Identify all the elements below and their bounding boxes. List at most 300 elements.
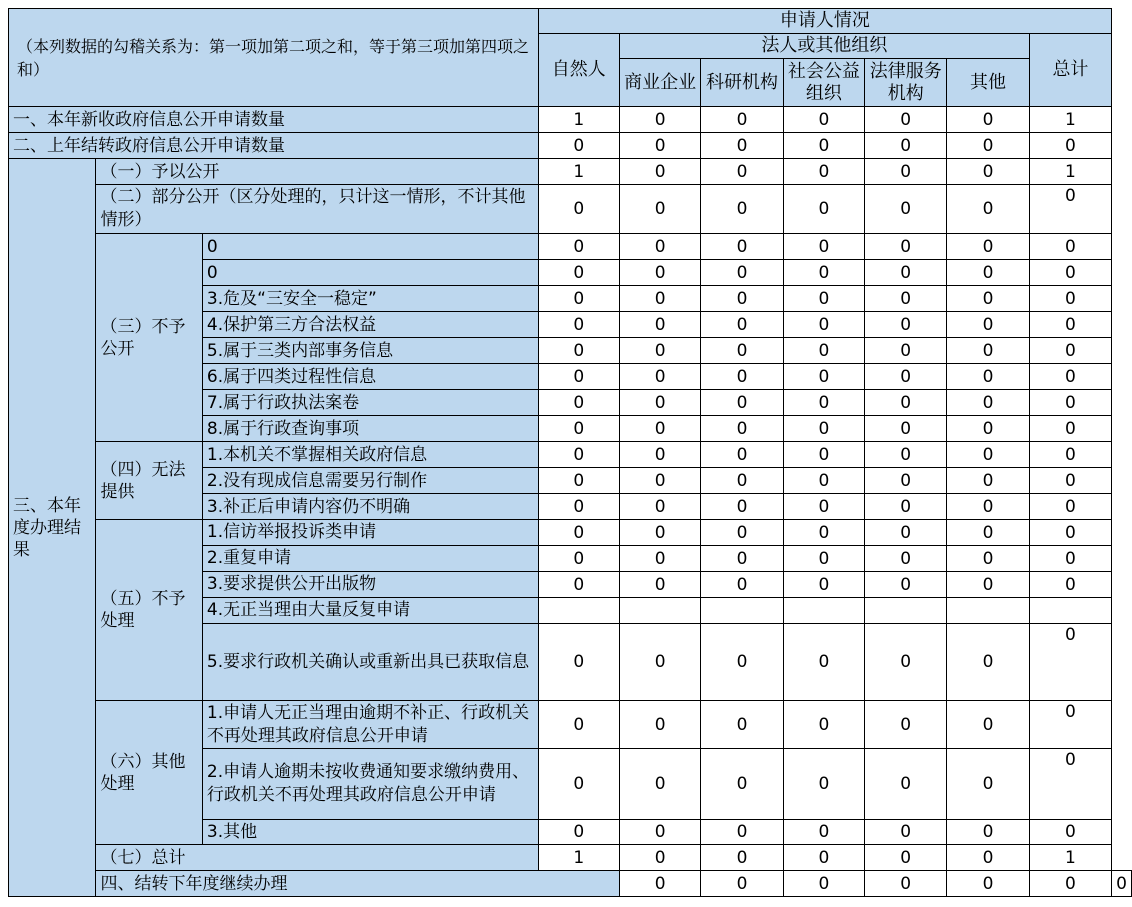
value-text: 0: [573, 262, 585, 283]
value-text: 0: [654, 847, 666, 868]
value-cell: [947, 845, 1029, 871]
value-cell: [865, 820, 947, 845]
value-cell: [619, 234, 700, 260]
value-text: 0: [982, 873, 994, 894]
value-cell: [947, 749, 1029, 820]
value-text: 0: [818, 496, 830, 517]
value-text: 0: [1065, 548, 1076, 569]
group-other: （六）其他处理: [96, 701, 202, 845]
value-cell: [865, 749, 947, 820]
value-text: 0: [1065, 522, 1076, 543]
value-cell: [947, 260, 1029, 286]
value-text: 0: [573, 774, 585, 794]
value-text: 0: [900, 873, 912, 894]
value-cell: [783, 701, 864, 749]
value-text: 0: [982, 574, 994, 595]
value-cell: [1029, 749, 1111, 820]
value-text: 0: [982, 161, 994, 182]
value-text: 0: [818, 522, 830, 543]
value-cell: [947, 234, 1029, 260]
value-text: 0: [654, 496, 666, 517]
reason-item: 0: [202, 234, 538, 260]
value-cell: [538, 820, 619, 845]
value-text: 0: [736, 418, 748, 439]
value-cell: [701, 312, 783, 338]
value-cell: [1029, 286, 1111, 312]
value-text: 0: [736, 199, 748, 219]
value-cell: [783, 494, 864, 520]
value-text: 0: [982, 548, 994, 569]
reason-item: 3.补正后申请内容仍不明确: [202, 494, 538, 520]
value-text: 0: [1065, 574, 1076, 595]
value-cell: [619, 520, 700, 546]
value-text: 0: [736, 496, 748, 517]
value-cell: [701, 546, 783, 572]
value-cell: [947, 820, 1029, 845]
value-text: 0: [736, 444, 748, 465]
value-text: 0: [1065, 288, 1076, 309]
value-cell: [538, 598, 619, 624]
value-text: 0: [982, 199, 994, 219]
group-not-disclosed: （三）不予公开: [96, 234, 202, 442]
value-text: 0: [654, 366, 666, 387]
value-cell: [947, 185, 1029, 234]
value-cell: [701, 598, 783, 624]
value-cell: [783, 442, 864, 468]
value-cell: [865, 494, 947, 520]
value-cell: [1029, 185, 1111, 234]
value-text: 0: [654, 774, 666, 794]
value-text: 0: [982, 496, 994, 517]
value-text: 0: [654, 418, 666, 439]
value-text: 0: [573, 418, 585, 439]
value-text: 0: [1065, 392, 1076, 413]
value-text: 0: [736, 109, 748, 130]
value-cell: [619, 260, 700, 286]
value-text: 0: [654, 392, 666, 413]
value-text: 0: [654, 135, 666, 156]
value-text: 0: [982, 314, 994, 335]
value-cell: [619, 494, 700, 520]
value-text: 0: [654, 652, 666, 672]
value-text: 0: [1065, 822, 1076, 842]
value-cell: [865, 107, 947, 133]
value-cell: [947, 546, 1029, 572]
value-cell: [538, 107, 619, 133]
reason-item: 1.申请人无正当理由逾期不补正、行政机关不再处理其政府信息公开申请: [202, 701, 538, 749]
value-cell: [619, 185, 700, 234]
value-cell: [947, 159, 1029, 185]
value-cell: [865, 234, 947, 260]
reason-item: 2.申请人逾期未按收费通知要求缴纳费用、行政机关不再处理其政府信息公开申请: [202, 749, 538, 820]
value-cell: [619, 546, 700, 572]
value-text: 0: [818, 652, 830, 672]
value-text: 0: [736, 314, 748, 335]
value-cell: [947, 520, 1029, 546]
value-cell: [619, 701, 700, 749]
value-text: 0: [654, 873, 666, 894]
group-partial: （二）部分公开（区分处理的，只计这一情形，不计其他情形）: [96, 185, 538, 234]
value-text: 0: [900, 774, 912, 794]
value-cell: [865, 364, 947, 390]
value-cell: [783, 624, 864, 701]
value-text: 0: [818, 288, 830, 309]
value-text: 0: [654, 714, 666, 735]
value-text: 0: [654, 236, 666, 257]
value-cell: [783, 338, 864, 364]
value-cell: [947, 133, 1029, 159]
value-cell: [701, 820, 783, 845]
value-cell: [865, 338, 947, 364]
value-text: 0: [654, 262, 666, 283]
value-text: 0: [573, 288, 585, 309]
value-text: 0: [1065, 444, 1076, 465]
value-text: 0: [982, 774, 994, 794]
value-cell: [783, 133, 864, 159]
value-cell: [538, 624, 619, 701]
value-text: 0: [1065, 135, 1076, 156]
value-text: 0: [818, 847, 830, 868]
section-results: 三、本年度办理结果: [9, 159, 96, 897]
value-cell: [1029, 390, 1111, 416]
value-text: 0: [1065, 262, 1076, 283]
value-text: 0: [818, 470, 830, 491]
value-cell: [865, 416, 947, 442]
value-cell: [783, 416, 864, 442]
value-cell: [619, 286, 700, 312]
value-text: 0: [573, 470, 585, 491]
value-cell: [947, 468, 1029, 494]
value-text: 0: [736, 714, 748, 735]
value-text: 0: [573, 444, 585, 465]
value-cell: [538, 185, 619, 234]
value-text: 0: [1116, 873, 1127, 894]
value-cell: [701, 364, 783, 390]
value-text: 0: [982, 288, 994, 309]
table-body: [9, 9, 1132, 897]
value-text: 0: [900, 822, 912, 842]
value-text: 0: [982, 847, 994, 868]
value-text: 0: [818, 109, 830, 130]
value-text: 0: [654, 548, 666, 569]
value-text: 0: [573, 392, 585, 413]
value-cell: [538, 494, 619, 520]
value-text: 0: [900, 109, 912, 130]
value-cell: [701, 442, 783, 468]
reason-item: 5.属于三类内部事务信息: [202, 338, 538, 364]
value-cell: [701, 234, 783, 260]
value-cell: [701, 494, 783, 520]
value-text: 0: [900, 470, 912, 491]
value-text: 0: [654, 109, 666, 130]
value-cell: [865, 468, 947, 494]
value-text: 0: [900, 418, 912, 439]
value-text: 0: [573, 822, 585, 842]
value-text: 0: [818, 340, 830, 361]
table-note: （本列数据的勾稽关系为：第一项加第二项之和，等于第三项加第四项之和）: [9, 9, 539, 107]
value-cell: [538, 701, 619, 749]
value-text: 0: [900, 714, 912, 735]
section-carried-over: 二、上年结转政府信息公开申请数量: [9, 133, 539, 159]
value-cell: [865, 546, 947, 572]
value-text: 0: [818, 574, 830, 595]
value-cell: [538, 546, 619, 572]
value-cell: [865, 312, 947, 338]
value-text: 0: [982, 262, 994, 283]
value-text: 0: [736, 774, 748, 794]
group-not-processed: （五）不予处理: [96, 520, 202, 701]
value-cell: [538, 749, 619, 820]
value-cell: [538, 260, 619, 286]
value-text: 0: [818, 262, 830, 283]
value-text: 0: [573, 199, 585, 219]
value-text: 0: [1065, 366, 1076, 387]
value-text: 0: [982, 652, 994, 672]
value-cell: [701, 624, 783, 701]
value-cell: [783, 749, 864, 820]
value-text: 0: [736, 822, 748, 842]
value-cell: [1029, 546, 1111, 572]
value-text: 0: [900, 444, 912, 465]
value-cell: [701, 749, 783, 820]
value-cell: [947, 107, 1029, 133]
value-cell: [947, 390, 1029, 416]
value-cell: [783, 390, 864, 416]
value-cell: [538, 390, 619, 416]
value-cell: [1112, 871, 1132, 897]
value-text: 0: [818, 314, 830, 335]
subcol-header: 法律服务机构: [865, 59, 947, 107]
value-cell: [783, 871, 864, 897]
value-cell: [619, 107, 700, 133]
legal-entity-header: 法人或其他组织: [619, 34, 1029, 59]
value-text: 0: [1065, 873, 1076, 894]
applicant-header: 申请人情况: [538, 9, 1112, 34]
value-cell: [947, 494, 1029, 520]
value-cell: [701, 701, 783, 749]
value-text: 0: [982, 822, 994, 842]
value-cell: [701, 133, 783, 159]
value-text: 0: [818, 366, 830, 387]
value-text: 0: [736, 652, 748, 672]
value-text: 0: [818, 392, 830, 413]
value-cell: [783, 107, 864, 133]
value-text: 1: [573, 847, 585, 868]
value-text: 0: [573, 652, 585, 672]
value-cell: [1029, 159, 1111, 185]
value-cell: [865, 286, 947, 312]
value-cell: [619, 159, 700, 185]
value-text: 0: [982, 522, 994, 543]
value-text: 0: [736, 262, 748, 283]
value-text: 0: [736, 366, 748, 387]
value-cell: [619, 598, 700, 624]
value-text: 0: [736, 236, 748, 257]
natural-person-header: 自然人: [538, 34, 619, 107]
value-text: 0: [900, 314, 912, 335]
value-text: 0: [818, 236, 830, 257]
reason-item: 1.本机关不掌握相关政府信息: [202, 442, 538, 468]
section-next-year: 四、结转下年度继续办理: [96, 871, 620, 897]
value-cell: [1029, 820, 1111, 845]
value-cell: [1029, 494, 1111, 520]
reason-item: 5.要求行政机关确认或重新出具已获取信息: [202, 624, 538, 701]
value-text: 0: [900, 288, 912, 309]
value-cell: [538, 286, 619, 312]
value-cell: [619, 133, 700, 159]
value-text: 0: [900, 847, 912, 868]
value-cell: [947, 572, 1029, 598]
value-cell: [1029, 416, 1111, 442]
value-cell: [1029, 312, 1111, 338]
value-text: 0: [1065, 418, 1076, 439]
value-cell: [783, 820, 864, 845]
value-text: 0: [573, 135, 585, 156]
value-text: 0: [573, 522, 585, 543]
value-cell: [783, 572, 864, 598]
value-cell: [538, 442, 619, 468]
value-text: 0: [818, 873, 830, 894]
value-cell: [701, 572, 783, 598]
value-text: 0: [654, 199, 666, 219]
value-cell: [865, 442, 947, 468]
value-text: 0: [573, 714, 585, 735]
value-cell: [947, 312, 1029, 338]
value-text: 0: [982, 366, 994, 387]
reason-item: 4.无正当理由大量反复申请: [202, 598, 538, 624]
value-cell: [947, 442, 1029, 468]
value-cell: [619, 338, 700, 364]
value-text: 0: [1065, 470, 1076, 491]
value-cell: [947, 871, 1029, 897]
value-text: 0: [654, 444, 666, 465]
value-cell: [538, 572, 619, 598]
value-cell: [619, 312, 700, 338]
value-text: 0: [736, 470, 748, 491]
value-text: 0: [736, 392, 748, 413]
disclosure-statistics-table: [8, 8, 1132, 897]
value-cell: [619, 416, 700, 442]
value-cell: [783, 364, 864, 390]
value-cell: [701, 468, 783, 494]
value-text: 0: [736, 548, 748, 569]
reason-item: 2.重复申请: [202, 546, 538, 572]
value-cell: [865, 598, 947, 624]
value-cell: [701, 416, 783, 442]
value-text: 0: [900, 366, 912, 387]
reason-item: 6.属于四类过程性信息: [202, 364, 538, 390]
value-text: 0: [573, 548, 585, 569]
value-cell: [701, 845, 783, 871]
value-cell: [865, 871, 947, 897]
value-cell: [783, 468, 864, 494]
value-cell: [865, 701, 947, 749]
value-cell: [783, 845, 864, 871]
value-cell: [538, 159, 619, 185]
value-cell: [1029, 133, 1111, 159]
value-text: 0: [654, 822, 666, 842]
value-cell: [865, 260, 947, 286]
value-cell: [701, 260, 783, 286]
value-text: 0: [900, 135, 912, 156]
value-cell: [865, 159, 947, 185]
value-cell: [538, 312, 619, 338]
value-cell: [947, 598, 1029, 624]
reason-item: 3.其他: [202, 820, 538, 845]
value-cell: [701, 107, 783, 133]
value-cell: [783, 546, 864, 572]
value-cell: [538, 520, 619, 546]
value-text: 0: [818, 418, 830, 439]
value-cell: [1029, 260, 1111, 286]
value-cell: [538, 133, 619, 159]
value-cell: [865, 572, 947, 598]
value-cell: [1029, 598, 1111, 624]
value-text: 0: [1065, 236, 1076, 257]
value-text: 0: [900, 652, 912, 672]
value-cell: [1029, 338, 1111, 364]
value-cell: [783, 598, 864, 624]
value-cell: [619, 749, 700, 820]
value-cell: [619, 871, 700, 897]
value-cell: [1029, 871, 1111, 897]
value-cell: [947, 338, 1029, 364]
value-cell: [701, 286, 783, 312]
value-text: 0: [1065, 702, 1076, 722]
value-text: 0: [982, 470, 994, 491]
value-text: 0: [573, 496, 585, 517]
value-text: 0: [654, 470, 666, 491]
value-cell: [783, 312, 864, 338]
value-text: 0: [900, 340, 912, 361]
value-cell: [701, 185, 783, 234]
value-text: 1: [1065, 109, 1076, 130]
value-cell: [701, 520, 783, 546]
value-text: 0: [818, 774, 830, 794]
group-disclosed: （一）予以公开: [96, 159, 538, 185]
value-text: 1: [1065, 847, 1076, 868]
value-text: 0: [982, 236, 994, 257]
value-cell: [783, 159, 864, 185]
value-text: 0: [573, 236, 585, 257]
value-text: 0: [573, 314, 585, 335]
value-cell: [1029, 234, 1111, 260]
subcol-header: 其他: [947, 59, 1029, 107]
value-text: 0: [736, 161, 748, 182]
value-text: 0: [1065, 625, 1076, 645]
value-cell: [865, 520, 947, 546]
value-text: 0: [900, 262, 912, 283]
value-cell: [865, 624, 947, 701]
value-text: 0: [900, 199, 912, 219]
value-cell: [1029, 107, 1111, 133]
value-cell: [538, 468, 619, 494]
value-cell: [619, 624, 700, 701]
subcol-header: 社会公益组织: [783, 59, 864, 107]
value-cell: [783, 185, 864, 234]
value-text: 0: [818, 822, 830, 842]
value-text: 0: [654, 574, 666, 595]
value-cell: [865, 390, 947, 416]
value-text: 0: [982, 444, 994, 465]
value-cell: [783, 520, 864, 546]
value-cell: [619, 572, 700, 598]
value-text: 0: [982, 340, 994, 361]
value-text: 0: [818, 548, 830, 569]
value-text: 0: [1065, 186, 1076, 206]
group-unable: （四）无法提供: [96, 442, 202, 520]
value-text: 0: [900, 548, 912, 569]
